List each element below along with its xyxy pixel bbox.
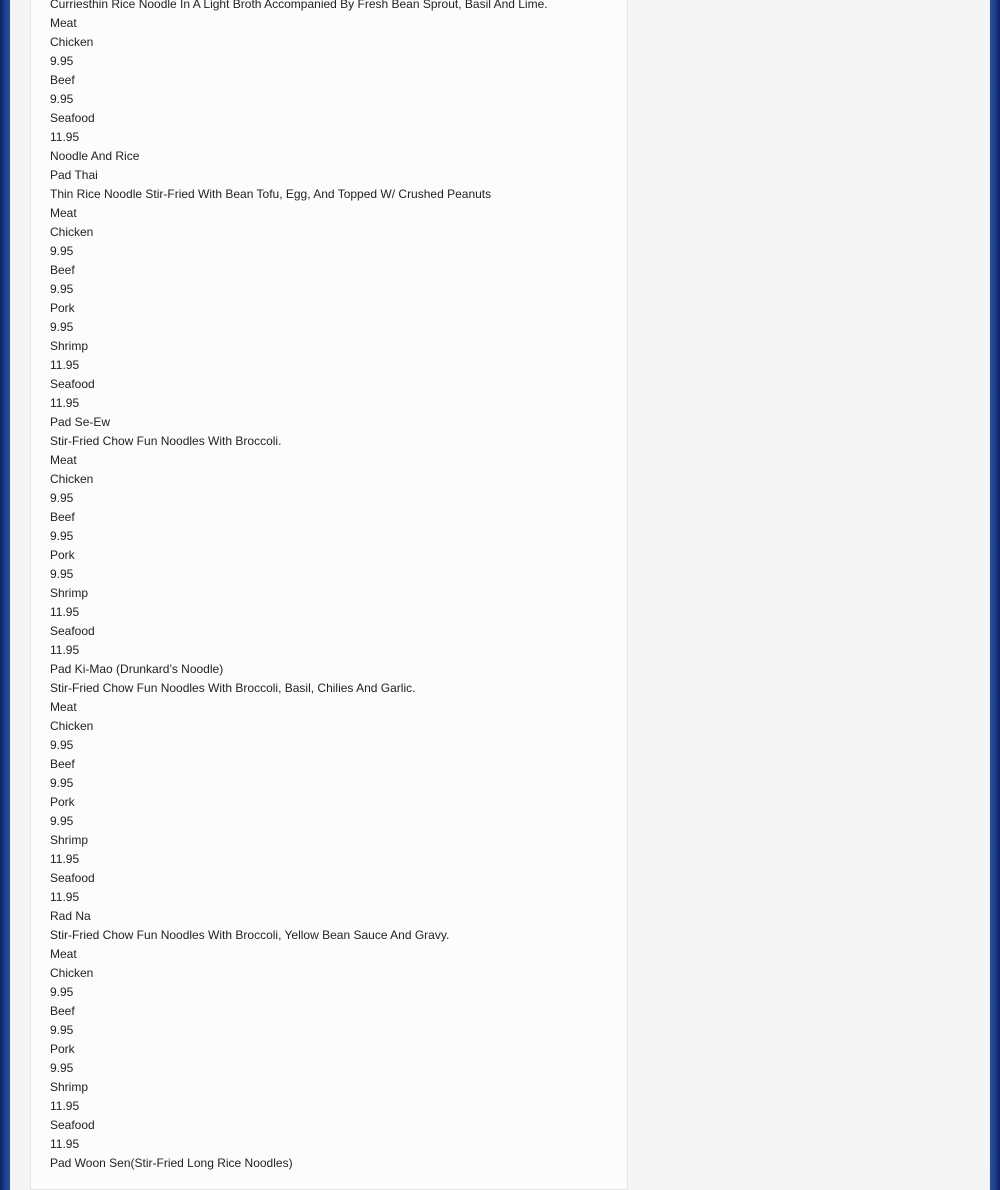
protein-option-label: Seafood <box>50 871 95 885</box>
protein-option-label: Pork <box>50 795 75 809</box>
menu-list <box>50 0 548 1173</box>
price-text: 9.95 <box>50 491 74 505</box>
protein-option-label: Shrimp <box>50 1080 89 1094</box>
protein-option-label: Beef <box>50 510 75 524</box>
price-text: 9.95 <box>50 814 74 828</box>
protein-option-label: Pork <box>50 301 75 315</box>
price-text: 11.95 <box>50 358 80 372</box>
protein-option-label: Pork <box>50 1042 75 1056</box>
dish-description: Curriesthin Rice Noodle In A Light Broth Accompanied By Fresh Bean Sprout, Basil And Lime. <box>50 0 548 11</box>
protein-option-label: Beef <box>50 73 75 87</box>
meat-section-label: Meat <box>50 206 77 220</box>
meat-section-label: Meat <box>50 700 77 714</box>
protein-option-label: Chicken <box>50 225 94 239</box>
protein-option-label: Chicken <box>50 719 94 733</box>
dish-name: Pad Ki-Mao (Drunkard’s Noodle) <box>50 662 224 676</box>
protein-option-label: Beef <box>50 263 75 277</box>
price-text: 9.95 <box>50 282 74 296</box>
dish-description: Thin Rice Noodle Stir-Fried With Bean Tofu, Egg, And Topped W/ Crushed Peanuts <box>50 187 492 201</box>
protein-option-label: Seafood <box>50 111 95 125</box>
price-text: 9.95 <box>50 985 74 999</box>
price-text: 9.95 <box>50 92 74 106</box>
price-text: 9.95 <box>50 320 74 334</box>
dish-name: Pad Thai <box>50 168 98 182</box>
price-text: 9.95 <box>50 776 74 790</box>
protein-option-label: Pork <box>50 548 75 562</box>
price-text: 9.95 <box>50 529 74 543</box>
price-text: 11.95 <box>50 605 80 619</box>
price-text: 11.95 <box>50 1137 80 1151</box>
protein-option-label: Shrimp <box>50 586 89 600</box>
dish-description: Stir-Fried Chow Fun Noodles With Broccoli. <box>50 434 282 448</box>
price-text: 9.95 <box>50 1023 74 1037</box>
price-text: 9.95 <box>50 54 74 68</box>
protein-option-label: Beef <box>50 757 75 771</box>
sidebar-panel <box>628 0 990 1169</box>
price-text: 11.95 <box>50 1099 80 1113</box>
meat-section-label: Meat <box>50 453 77 467</box>
price-text: 11.95 <box>50 130 80 144</box>
price-text: 11.95 <box>50 396 80 410</box>
price-text: 11.95 <box>50 852 80 866</box>
protein-option-label: Chicken <box>50 472 94 486</box>
protein-option-label: Seafood <box>50 377 95 391</box>
protein-option-label: Shrimp <box>50 339 89 353</box>
protein-option-label: Seafood <box>50 1118 95 1132</box>
price-text: 9.95 <box>50 567 74 581</box>
dish-name: Pad Se-Ew <box>50 415 111 429</box>
meat-section-label: Meat <box>50 16 77 30</box>
protein-option-label: Beef <box>50 1004 75 1018</box>
meat-section-label: Meat <box>50 947 77 961</box>
price-text: 9.95 <box>50 244 74 258</box>
price-text: 9.95 <box>50 1061 74 1075</box>
dish-description: Pad Woon Sen(Stir-Fried Long Rice Noodles) <box>50 1156 293 1170</box>
price-text: 11.95 <box>50 890 80 904</box>
dish-description: Stir-Fried Chow Fun Noodles With Broccoli, Basil, Chilies And Garlic. <box>50 681 416 695</box>
protein-option-label: Chicken <box>50 966 94 980</box>
protein-option-label: Seafood <box>50 624 95 638</box>
dish-name: Noodle And Rice <box>50 149 140 163</box>
protein-option-label: Chicken <box>50 35 94 49</box>
price-text: 11.95 <box>50 643 80 657</box>
dish-name: Rad Na <box>50 909 91 923</box>
price-text: 9.95 <box>50 738 74 752</box>
dish-description: Stir-Fried Chow Fun Noodles With Broccoli, Yellow Bean Sauce And Gravy. <box>50 928 450 942</box>
protein-option-label: Shrimp <box>50 833 89 847</box>
